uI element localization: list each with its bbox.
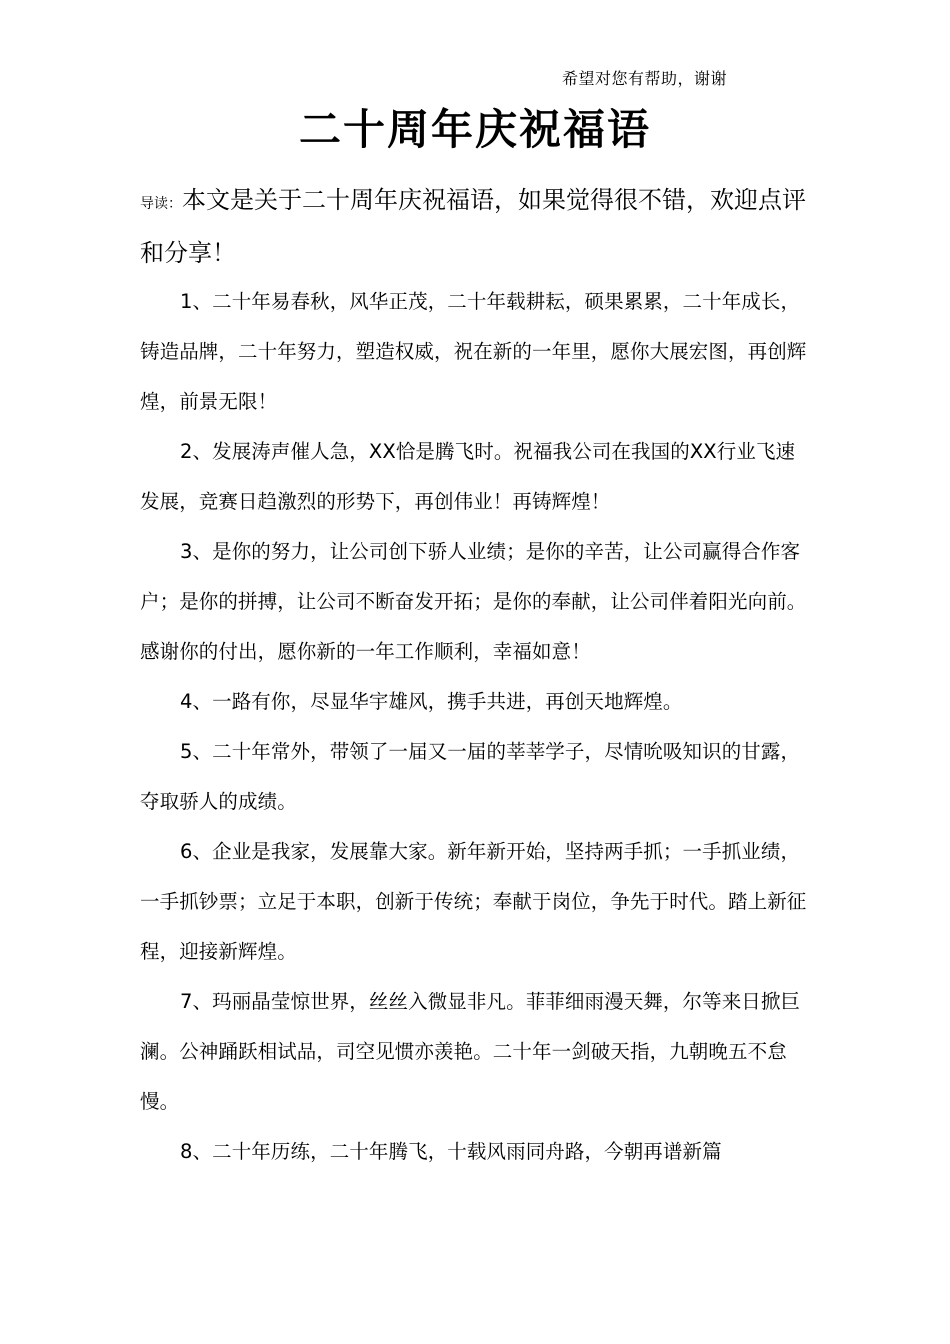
wish-paragraph-3: 3、是你的努力，让公司创下骄人业绩；是你的辛苦，让公司赢得合作客户；是你的拼搏，让公司不断奋发开拓；是你的奉献，让公司伴着阳光向前。感谢你的付出，愿你新的一年工作顺利，幸福如意！: [140, 540, 807, 663]
intro-label: 导读：: [140, 196, 182, 212]
intro-text: 本文是关于二十周年庆祝福语，如果觉得很不错，欢迎点评和分享！: [140, 186, 806, 267]
wish-paragraph-1: 1、二十年易春秋，风华正茂，二十年载耕耘，硕果累累，二十年成长，铸造品牌，二十年努力，塑造权威，祝在新的一年里，愿你大展宏图，再创辉煌，前景无限！: [140, 290, 807, 413]
page-title: 二十周年庆祝福语: [298, 105, 651, 154]
header-note: 希望对您有帮助，谢谢: [562, 69, 728, 88]
intro-paragraph: [140, 176, 810, 278]
wishes-list: [140, 277, 810, 1177]
wish-paragraph-6: 6、企业是我家，发展靠大家。新年新开始，坚持两手抓；一手抓业绩，一手抓钞票；立足于本职，创新于传统；奉献于岗位，争先于时代。踏上新征程，迎接新辉煌。: [140, 840, 807, 963]
wish-paragraph-8: 8、二十年历练，二十年腾飞，十载风雨同舟路，今朝再谱新篇: [180, 1140, 722, 1163]
wish-paragraph-5: 5、二十年常外，带领了一届又一届的莘莘学子，尽情吮吸知识的甘露，夺取骄人的成绩。: [140, 740, 801, 813]
wish-paragraph-7: 7、玛丽晶莹惊世界，丝丝入微显非凡。菲菲细雨漫天舞，尔等来日掀巨澜。公神踊跃相试品，司空见惯亦羡艳。二十年一剑破天指，九朝晚五不怠慢。: [140, 990, 801, 1113]
wish-paragraph-4: 4、一路有你，尽显华宇雄风，携手共进，再创天地辉煌。: [180, 690, 683, 713]
wish-paragraph-2: 2、发展涛声催人急，XX恰是腾飞时。祝福我公司在我国的XX行业飞速发展，竞赛日趋激烈的形势下，再创伟业！再铸辉煌！: [140, 440, 796, 513]
